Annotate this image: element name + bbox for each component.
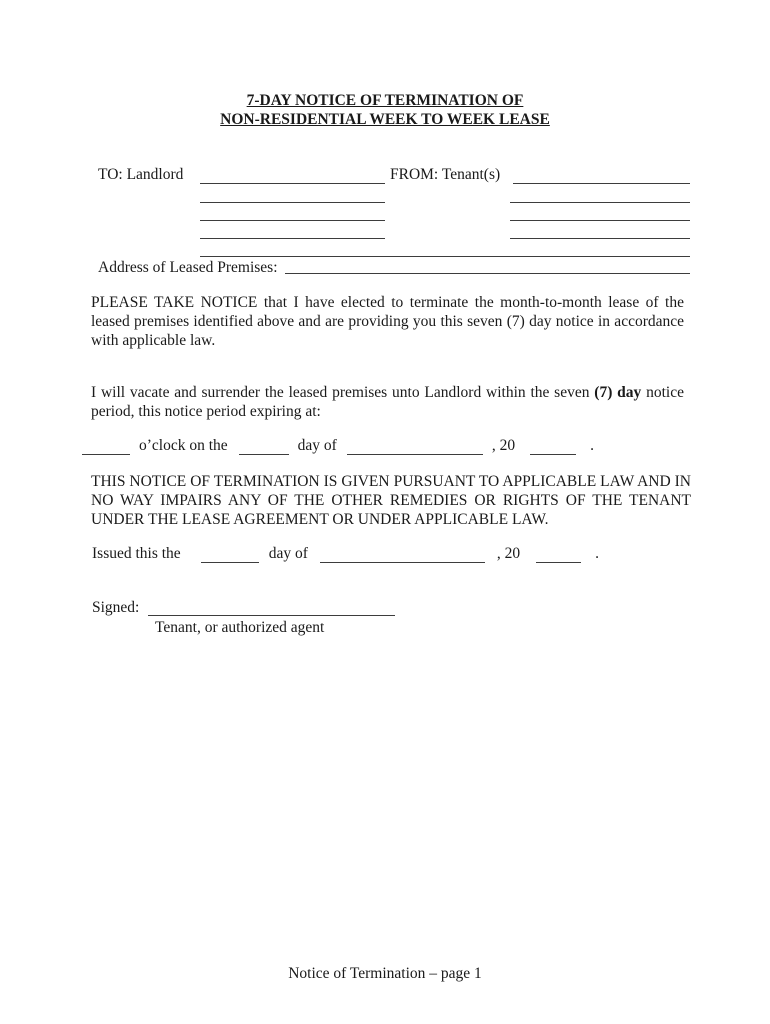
issued-month-field[interactable] xyxy=(320,546,485,563)
tenant-address-field-1[interactable] xyxy=(510,186,690,203)
expiry-day-field[interactable] xyxy=(239,438,289,455)
issued-period: . xyxy=(595,545,599,562)
oclock-label: o’clock on the xyxy=(139,437,228,454)
landlord-address-field-2[interactable] xyxy=(200,204,385,221)
premises-address-field[interactable] xyxy=(285,257,690,274)
expiry-year-label: , 20 xyxy=(491,437,516,454)
landlord-address-field-1[interactable] xyxy=(200,186,385,203)
signed-label: Signed: xyxy=(92,599,140,616)
expiry-time-field[interactable] xyxy=(82,438,130,455)
to-landlord-label: TO: Landlord xyxy=(98,166,184,183)
premises-address-label: Address of Leased Premises: xyxy=(98,259,278,276)
issued-year-field[interactable] xyxy=(536,546,581,563)
vacate-text-bold: (7) day xyxy=(594,384,642,401)
expiry-month-field[interactable] xyxy=(347,438,483,455)
signature-field[interactable] xyxy=(148,599,395,616)
title-line-1: 7-DAY NOTICE OF TERMINATION OF xyxy=(246,92,524,109)
vacate-text-post: notice period, this notice period expiring at: xyxy=(91,384,684,420)
landlord-address-field-3[interactable] xyxy=(200,222,385,239)
landlord-name-field[interactable] xyxy=(200,167,385,184)
issued-row xyxy=(92,544,599,563)
issued-day-field[interactable] xyxy=(201,546,259,563)
issued-prefix-label: Issued this the xyxy=(92,545,181,562)
tenant-address-field-3[interactable] xyxy=(510,222,690,239)
document-title xyxy=(0,92,770,129)
vacate-paragraph xyxy=(91,383,684,421)
expiry-day-of-label: day of xyxy=(297,437,337,454)
notice-paragraph: PLEASE TAKE NOTICE that I have elected to terminate the month-to-month lease of the leased premises identified above and are providing you this seven (7) day notice in accordance with applicable law. xyxy=(91,294,684,349)
issued-year-label: , 20 xyxy=(496,545,521,562)
expiry-period: . xyxy=(590,437,594,454)
expiry-year-field[interactable] xyxy=(530,438,576,455)
expiry-row xyxy=(82,436,594,455)
address-continuation-field[interactable] xyxy=(200,240,690,257)
issued-day-of-label: day of xyxy=(268,545,308,562)
tenant-name-field[interactable] xyxy=(513,167,690,184)
pursuant-paragraph: THIS NOTICE OF TERMINATION IS GIVEN PURSUANT TO APPLICABLE LAW AND IN NO WAY IMPAIRS ANY OF THE OTHER REMEDIES OR RIGHTS OF THE TENANT UNDER THE LEASE AGREEMENT OR UNDER APPLICABLE LAW. xyxy=(91,473,691,528)
tenant-address-field-2[interactable] xyxy=(510,204,690,221)
title-line-2: NON-RESIDENTIAL WEEK TO WEEK LEASE xyxy=(220,110,550,128)
page-footer: Notice of Termination – page 1 xyxy=(288,965,482,982)
from-tenant-label: FROM: Tenant(s) xyxy=(390,166,501,183)
signer-caption: Tenant, or authorized agent xyxy=(155,619,325,636)
vacate-text-pre: I will vacate and surrender the leased premises unto Landlord within the seven xyxy=(91,384,595,401)
